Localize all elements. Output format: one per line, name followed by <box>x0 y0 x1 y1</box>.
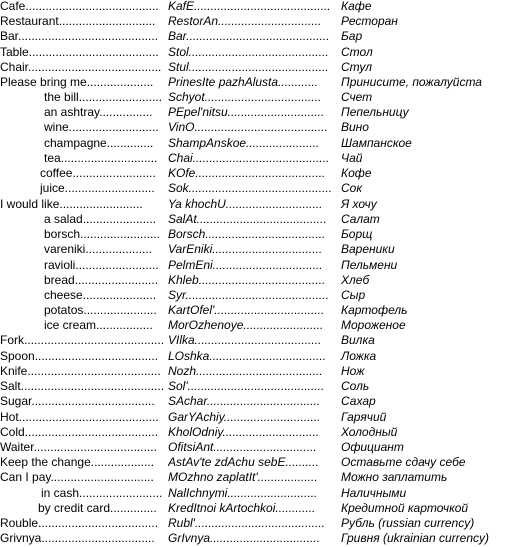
transliteration: KartOfel'................................. <box>168 303 325 317</box>
phrase-row <box>0 273 505 289</box>
english-phrase: champagne.............. <box>44 136 154 150</box>
english-phrase: ice cream................. <box>44 318 153 332</box>
transliteration: PEpel'nitsu............................. <box>168 105 325 119</box>
russian-phrase: Можно заплатить <box>341 470 448 484</box>
transliteration: Stul.......................................... <box>168 60 329 74</box>
english-phrase: Keep the change................... <box>0 455 155 469</box>
russian-phrase: Шампанское <box>341 136 412 150</box>
english-phrase: vareniki.................... <box>44 242 153 256</box>
transliteration: MOzhno zaplatIt'.................. <box>168 470 318 484</box>
phrase-row <box>0 151 505 167</box>
english-phrase: a salad...................... <box>44 212 157 226</box>
english-phrase: Restaurant............................. <box>0 14 156 28</box>
transliteration: SAchar.................................. <box>168 394 321 408</box>
english-phrase: Fork.......................................... <box>0 333 165 347</box>
transliteration: OfitsiAnt............................... <box>168 440 317 454</box>
english-phrase: Bar.......................................... <box>0 29 159 43</box>
transliteration: Rubl'....................................... <box>168 516 325 530</box>
phrase-row <box>0 75 505 91</box>
phrase-row <box>0 60 505 76</box>
russian-phrase: Стол <box>341 45 373 59</box>
phrase-row <box>0 440 505 456</box>
russian-phrase: Холодный <box>341 425 398 439</box>
transliteration: Syr........................................... <box>168 288 329 302</box>
english-phrase: Cafe........................................ <box>0 0 159 13</box>
russian-phrase: Официант <box>341 440 404 454</box>
phrase-row <box>0 212 505 228</box>
russian-phrase: Кредитной карточкой <box>341 501 469 515</box>
english-phrase: Hot.......................................... <box>0 410 159 424</box>
russian-phrase: Бар <box>341 29 363 43</box>
russian-phrase: Вареники <box>341 242 395 256</box>
russian-phrase: Хлеб <box>341 273 370 287</box>
phrase-row <box>0 0 505 15</box>
phrase-row <box>0 120 505 136</box>
english-phrase: Can I pay............................... <box>0 470 154 484</box>
phrase-row <box>0 364 505 380</box>
transliteration: Ya khochU............................. <box>168 197 323 211</box>
english-phrase: cheese...................... <box>44 288 157 302</box>
phrase-row <box>0 486 505 502</box>
english-phrase: bread......................... <box>44 273 159 287</box>
english-phrase: ravioli......................... <box>44 258 159 272</box>
english-phrase: tea............................. <box>44 151 158 165</box>
phrase-row <box>0 227 505 243</box>
phrase-row <box>0 242 505 258</box>
english-phrase: Salt........................................... <box>0 379 165 393</box>
phrase-row <box>0 410 505 426</box>
english-phrase: an ashtray................ <box>44 105 153 119</box>
transliteration: MorOzhenoye........................ <box>168 318 324 332</box>
phrase-row <box>0 349 505 365</box>
russian-phrase: Вилка <box>341 333 375 347</box>
russian-phrase: Вино <box>341 120 369 134</box>
phrase-row <box>0 45 505 61</box>
phrase-row <box>0 303 505 319</box>
transliteration: Stol.......................................... <box>168 45 329 59</box>
phrase-row <box>0 333 505 349</box>
phrase-row <box>0 531 505 547</box>
russian-phrase: Картофель <box>341 303 408 317</box>
phrase-row <box>0 516 505 532</box>
phrase-row <box>0 29 505 45</box>
phrase-row <box>0 470 505 486</box>
phrase-row <box>0 197 505 213</box>
russian-phrase: Нож <box>341 364 365 378</box>
english-phrase: potatos...................... <box>44 303 157 317</box>
transliteration: SalAt....................................... <box>168 212 327 226</box>
russian-phrase: Соль <box>341 379 370 393</box>
phrase-row <box>0 258 505 274</box>
phrase-row <box>0 379 505 395</box>
english-phrase: borsch........................ <box>44 227 161 241</box>
english-phrase: Chair........................................ <box>0 60 162 74</box>
russian-phrase: Кофе <box>341 166 372 180</box>
english-phrase: I would like......................... <box>0 197 143 211</box>
transliteration: VarEniki................................. <box>168 242 323 256</box>
russian-phrase: Принисите, пожалуйста <box>341 75 482 89</box>
russian-phrase: Стул <box>341 60 373 74</box>
russian-phrase: Салат <box>341 212 380 226</box>
phrase-row <box>0 14 505 30</box>
english-phrase: in cash......................... <box>41 486 163 500</box>
transliteration: PelmEni................................. <box>168 258 323 272</box>
english-phrase: juice........................... <box>40 181 155 195</box>
transliteration: KafE......................................... <box>168 0 331 13</box>
russian-phrase: Счет <box>341 90 373 104</box>
transliteration: GrIvnya................................. <box>168 531 321 545</box>
transliteration: Bar........................................... <box>168 29 330 43</box>
english-phrase: Sugar..................................... <box>0 394 155 408</box>
transliteration: Schyot................................... <box>168 90 322 104</box>
transliteration: GarYAchiy............................. <box>168 410 321 424</box>
english-phrase: Cold........................................ <box>0 425 159 439</box>
phrase-row <box>0 425 505 441</box>
transliteration: PrinesIte pazhAlusta............ <box>168 75 319 89</box>
russian-phrase: Гарячий <box>341 410 387 424</box>
russian-phrase: Сыр <box>341 288 366 302</box>
phrase-row <box>0 105 505 121</box>
russian-phrase: Борщ <box>341 227 373 241</box>
english-phrase: Rouble.................................... <box>0 516 159 530</box>
russian-phrase: Я хочу <box>341 197 377 211</box>
transliteration: AstAv'te zdAchu sebE.......... <box>168 455 319 469</box>
english-phrase: Waiter..................................... <box>0 440 157 454</box>
phrase-row <box>0 136 505 152</box>
russian-phrase: Рубль (russian currency) <box>341 516 475 530</box>
russian-phrase: Наличными <box>341 486 407 500</box>
english-phrase: the bill......................... <box>44 90 163 104</box>
russian-phrase: Пельмени <box>341 258 398 272</box>
english-phrase: coffee......................... <box>40 166 156 180</box>
transliteration: LOshka................................... <box>168 349 327 363</box>
russian-phrase: Ложка <box>341 349 377 363</box>
transliteration: VIlka...................................... <box>168 333 322 347</box>
phrase-row <box>0 455 505 471</box>
phrase-row <box>0 318 505 334</box>
english-phrase: Please bring me.................... <box>0 75 154 89</box>
phrase-row <box>0 166 505 182</box>
phrase-row <box>0 288 505 304</box>
transliteration: KredItnoi kArtochkoi............ <box>168 501 316 515</box>
english-phrase: by credit card.............. <box>38 501 157 515</box>
transliteration: Sol'......................................... <box>168 379 325 393</box>
russian-phrase: Ресторан <box>341 14 398 28</box>
english-phrase: Grivnya.................................. <box>0 531 155 545</box>
russian-phrase: Сок <box>341 181 363 195</box>
russian-phrase: Гривня (ukrainian currency) <box>341 531 489 545</box>
russian-phrase: Мороженое <box>341 318 406 332</box>
phrase-row <box>0 181 505 197</box>
phrase-row <box>0 90 505 106</box>
english-phrase: wine........................... <box>44 120 159 134</box>
russian-phrase: Пепельницу <box>341 105 409 119</box>
phrase-row <box>0 501 505 517</box>
russian-phrase: Сахар <box>341 394 376 408</box>
phrase-row <box>0 394 505 410</box>
russian-phrase: Кафе <box>341 0 372 13</box>
transliteration: Nozh...................................... <box>168 364 323 378</box>
transliteration: KholOdniy............................. <box>168 425 320 439</box>
english-phrase: Spoon..................................... <box>0 349 159 363</box>
transliteration: RestorAn............................... <box>168 14 322 28</box>
transliteration: Chai......................................... <box>168 151 330 165</box>
transliteration: ShampAnskoe...................... <box>168 136 320 150</box>
russian-phrase: Чай <box>341 151 363 165</box>
transliteration: Khleb...................................... <box>168 273 326 287</box>
english-phrase: Knife........................................ <box>0 364 161 378</box>
english-phrase: Table....................................... <box>0 45 159 59</box>
transliteration: KOfe....................................... <box>168 166 326 180</box>
transliteration: VinO........................................ <box>168 120 328 134</box>
transliteration: NalIchnymi........................... <box>168 486 318 500</box>
transliteration: Borsch.................................... <box>168 227 326 241</box>
transliteration: Sok........................................... <box>168 181 333 195</box>
russian-phrase: Оставьте сдачу себе <box>341 455 466 469</box>
